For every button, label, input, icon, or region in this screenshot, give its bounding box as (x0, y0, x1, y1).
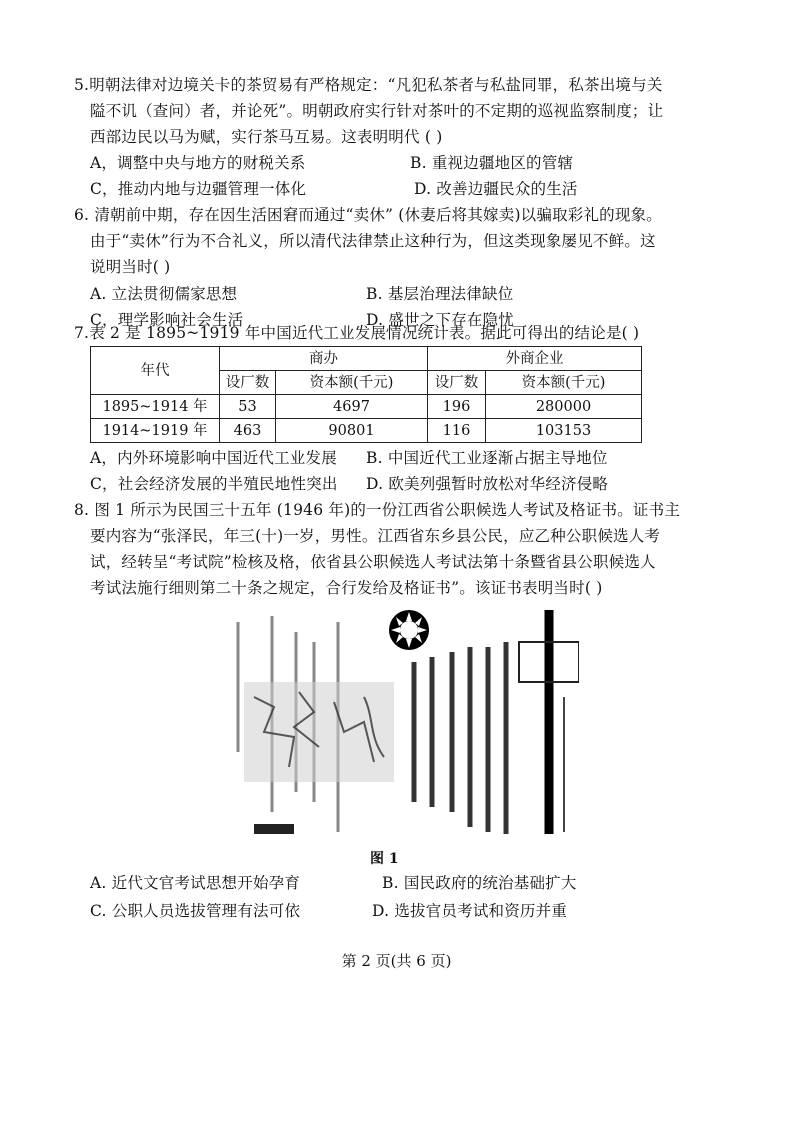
q7-option-b: B. 中国近代工业逐渐占据主导地位 (366, 449, 608, 467)
table-row (91, 395, 642, 419)
q6-option-a: A. 立法贯彻儒家思想 (90, 285, 238, 303)
industry-statistics-table (90, 346, 642, 443)
q5-stem-line1: 5.明朝法律对边境关卡的茶贸易有严格规定：“凡犯私茶者与私盐同罪，私茶出境与关 (74, 76, 663, 94)
table-cell-period: 1895~1914 年 (91, 395, 220, 419)
certificate-image (214, 602, 579, 840)
q8-option-c: C. 公职人员选拔管理有法可依 (90, 902, 301, 920)
q5-option-b: B. 重视边疆地区的管辖 (410, 154, 574, 172)
table-cell: 4697 (276, 395, 428, 419)
table-cell-period: 1914~1919 年 (91, 419, 220, 443)
q6-option-d: D. 盛世之下存在隐忧 (366, 311, 514, 329)
q6-stem-line3: 说明当时( ) (90, 258, 171, 276)
q8-stem-line3: 试，经转呈“考试院”检核及格，依省县公职候选人考试法第十条暨省县公职候选人 (90, 553, 656, 571)
q8-stem-line1: 8. 图 1 所示为民国三十五年 (1946 年)的一份江西省公职候选人考试及格证书。证书主 (74, 501, 681, 519)
page-number-footer: 第 2 页(共 6 页) (341, 952, 452, 970)
q6-option-b: B. 基层治理法律缺位 (366, 285, 514, 303)
q5-stem-line2: 隘不讥（查问）者，并论死”。明朝政府实行针对茶叶的不定期的巡视监察制度；让 (90, 102, 664, 120)
q6-stem-line2: 由于“卖休”行为不合礼义，所以清代法律禁止这种行为，但这类现象屡见不鲜。这 (90, 232, 656, 250)
figure-caption: 图 1 (370, 851, 399, 867)
q8-option-b: B. 国民政府的统治基础扩大 (382, 874, 577, 892)
q7-stem-line1: 7.表 2 是 1895~1919 年中国近代工业发展情况统计表。据此可得出的结论是( ) (74, 324, 640, 342)
q8-option-a: A. 近代文官考试思想开始孕育 (90, 874, 301, 892)
table-subheader-capital: 资本额(千元) (486, 371, 642, 395)
table-cell: 463 (220, 419, 276, 443)
q7-option-d: D. 欧美列强暂时放松对华经济侵略 (366, 475, 609, 493)
q8-stem-line4: 考试法施行细则第二十条之规定，合行发给及格证书”。该证书表明当时( ) (90, 579, 603, 597)
q7-option-c: C，社会经济发展的半殖民地性突出 (90, 475, 338, 493)
table-subheader-capital: 资本额(千元) (276, 371, 428, 395)
table-cell: 280000 (486, 395, 642, 419)
q5-stem-line3: 西部边民以马为赋，实行茶马互易。这表明明代 ( ) (90, 128, 443, 146)
table-cell: 90801 (276, 419, 428, 443)
q5-option-a: A，调整中央与地方的财税关系 (90, 154, 306, 172)
table-header-group-foreign: 外商企业 (428, 347, 642, 371)
table-subheader-count: 设厂数 (428, 371, 486, 395)
table-cell: 103153 (486, 419, 642, 443)
q8-stem-line2: 要内容为“张泽民，年三(十)一岁，男性。江西省东乡县公民，应乙种公职候选人考 (90, 527, 661, 545)
table-header-period: 年代 (91, 347, 220, 395)
table-cell: 196 (428, 395, 486, 419)
q7-option-a: A，内外环境影响中国近代工业发展 (90, 449, 337, 467)
q5-option-d: D. 改善边疆民众的生活 (414, 180, 578, 198)
table-cell: 116 (428, 419, 486, 443)
table-cell: 53 (220, 395, 276, 419)
q6-option-c: C，理学影响社会生活 (90, 311, 244, 329)
table-row (91, 419, 642, 443)
q6-stem-line1: 6. 清朝前中期，存在因生活困窘而通过“卖休” (休妻后将其嫁卖)以骗取彩礼的现象。 (74, 206, 662, 224)
q5-option-c: C，推动内地与边疆管理一体化 (90, 180, 307, 198)
table-subheader-count: 设厂数 (220, 371, 276, 395)
table-header-group-commercial: 商办 (220, 347, 428, 371)
q8-option-d: D. 选拔官员考试和资历并重 (372, 902, 568, 920)
